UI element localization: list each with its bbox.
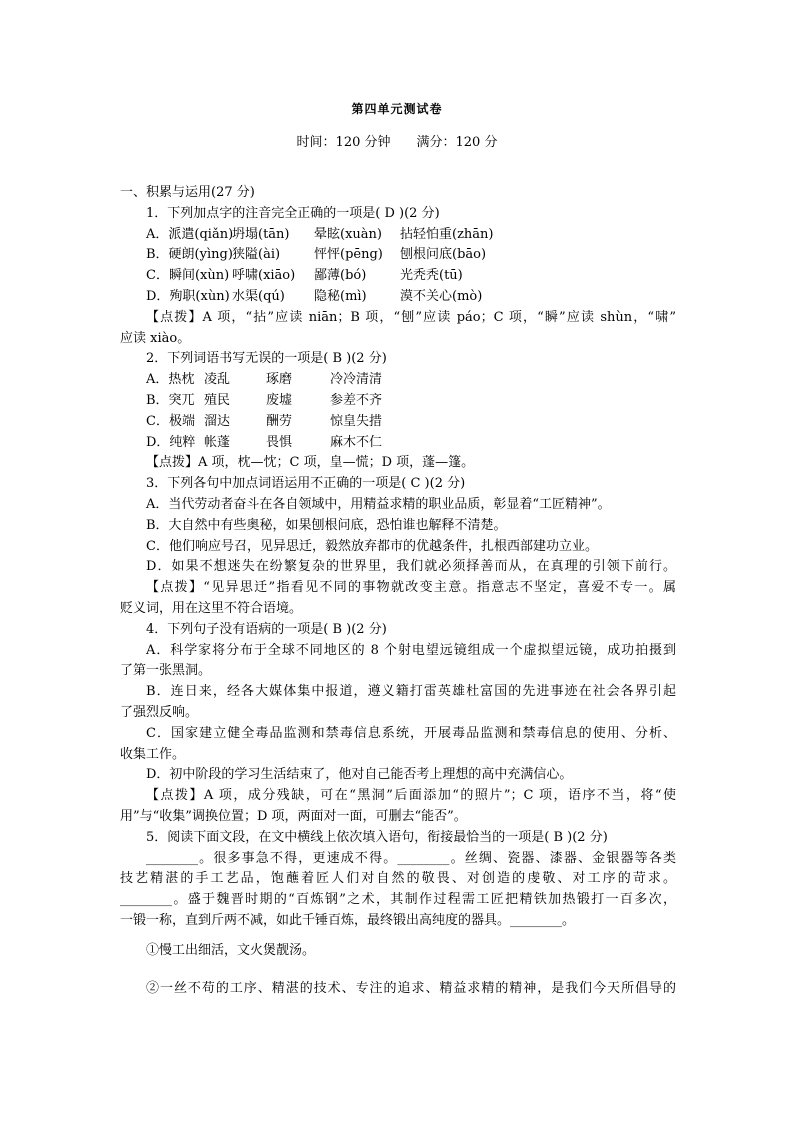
question-1-option-a bbox=[120, 225, 676, 246]
question-4-option-a-cont: 了第一张黑洞。 bbox=[120, 663, 212, 679]
option-word: 麻木不仁 bbox=[330, 434, 383, 450]
question-2-option-b bbox=[120, 391, 676, 412]
option-word: B．突兀 bbox=[146, 392, 195, 408]
question-3-option-d: D．如果不想迷失在纷繁复杂的世界里，我们就必须择善而从，在真理的引领下前行。 bbox=[146, 559, 676, 575]
option-word: D．殉职(xùn) bbox=[146, 288, 230, 304]
question-3-hint: 【点拨】“见异思迁”指看见不同的事物就改变主意。指意志不坚定，喜爱不专一。属 bbox=[146, 580, 676, 596]
question-1-hint: 【点拨】A 项，“拈”应读 niān；B 项，“刨”应读 páo；C 项，“瞬”应读 shùn，“啸” bbox=[146, 309, 676, 325]
question-4-hint-cont: 用”与“收集”调换位置；D 项，两面对一面，可删去“能否”。 bbox=[120, 808, 467, 824]
option-word: 晕眩(xuàn) bbox=[314, 226, 382, 242]
option-word: 酬劳 bbox=[266, 413, 293, 429]
question-4-option-b: B．连日来，经各大媒体集中报道，遵义籍打雷英雄杜富国的先进事迹在社会各界引起 bbox=[146, 684, 676, 700]
question-5-passage: 一锻一称，直到斤两不减，如此千锤百炼，最终锻出高纯度的器具。________。 bbox=[120, 912, 576, 928]
question-2-option-d bbox=[120, 433, 676, 454]
question-3-option-a: A．当代劳动者奋斗在各自领域中，用精益求精的职业品质，彰显着“工匠精神”。 bbox=[146, 496, 611, 512]
option-word: D．纯粹 bbox=[146, 434, 196, 450]
option-word: 凌乱 bbox=[204, 372, 231, 388]
option-word: 呼啸(xiāo) bbox=[232, 268, 296, 284]
option-word: 坍塌(tān) bbox=[232, 226, 290, 242]
option-word: 水渠(qú) bbox=[232, 288, 285, 304]
option-word: 鄙薄(bó) bbox=[314, 268, 367, 284]
option-word: B．硬朗(yìng) bbox=[146, 247, 233, 263]
question-2-option-a bbox=[120, 370, 676, 391]
question-5-passage: 技艺精湛的手工艺品，饱蘸着匠人们对自然的敬畏、对创造的虔敬、对工序的苛求。 bbox=[120, 871, 676, 887]
question-1-stem: 1．下列加点字的注音完全正确的一项是( D )(2 分) bbox=[146, 205, 440, 221]
option-word: 拈轻怕重(zhān) bbox=[400, 226, 494, 242]
option-word: 狭隘(ài) bbox=[232, 247, 281, 263]
option-word: 帐蓬 bbox=[204, 434, 231, 450]
question-3-option-c: C．他们响应号召，见异思迁，毅然放弃都市的优越条件，扎根西部建功立业。 bbox=[146, 538, 598, 554]
option-word: C．瞬间(xùn) bbox=[146, 268, 230, 284]
question-5-choice-1: ①慢工出细活，文火煲靓汤。 bbox=[146, 942, 316, 958]
question-4-option-b-cont: 了强烈反响。 bbox=[120, 704, 199, 720]
option-word: A．热枕 bbox=[146, 372, 195, 388]
question-4-option-c: C．国家建立健全毒品监测和禁毒信息系统，开展毒品监测和禁毒信息的使用、分析、 bbox=[146, 725, 676, 741]
option-word: 殖民 bbox=[204, 392, 231, 408]
option-word: 参差不齐 bbox=[330, 392, 383, 408]
question-4-stem: 4．下列句子没有语病的一项是( B )(2 分) bbox=[146, 621, 387, 637]
option-word: 漠不关心(mò) bbox=[400, 288, 483, 304]
option-word: 惊皇失措 bbox=[330, 413, 383, 429]
question-3-option-b: B．大自然中有些奥秘，如果刨根问底，恐怕谁也解释不清楚。 bbox=[146, 517, 507, 533]
question-2-hint: 【点拨】A 项，枕—忱；C 项，皇—慌；D 项，蓬—篷。 bbox=[146, 455, 475, 471]
question-5-stem: 5．阅读下面文段，在文中横线上依次填入语句，衔接最恰当的一项是( B )(2 分) bbox=[146, 829, 608, 845]
exam-content bbox=[120, 183, 676, 1000]
option-word: 冷冷清清 bbox=[330, 372, 383, 388]
question-1-hint-cont: 应读 xiào。 bbox=[120, 330, 191, 346]
question-4-option-c-cont: 收集工作。 bbox=[120, 746, 186, 762]
option-word: 刨根问底(bāo) bbox=[400, 247, 487, 263]
question-5-choice-2: ②一丝不苟的工序、精湛的技术、专注的追求、精益求精的精神，是我们今天所倡导的 bbox=[146, 981, 676, 997]
option-word: 光秃秃(tū) bbox=[400, 268, 463, 284]
exam-meta bbox=[0, 131, 794, 150]
question-4-option-d: D．初中阶段的学习生活结束了，他对自己能否考上理想的高中充满信心。 bbox=[146, 767, 573, 783]
question-5-passage: ________。很多事急不得，更速成不得。________。丝绸、瓷器、漆器、金银器等各类 bbox=[146, 850, 676, 866]
option-word: 怦怦(pēng) bbox=[314, 247, 383, 263]
question-1-option-b bbox=[120, 245, 676, 266]
question-3-hint-cont: 贬义词，用在这里不符合语境。 bbox=[120, 600, 303, 616]
question-5-passage: ________。盛于魏晋时期的“百炼钢”之术，其制作过程需工匠把精铁加热锻打一百多次， bbox=[120, 892, 676, 908]
time-limit: 时间：120 分钟 bbox=[296, 135, 391, 150]
option-word: 隐秘(mì) bbox=[314, 288, 367, 304]
question-1-option-d bbox=[120, 287, 676, 308]
option-word: A．派遣(qiǎn) bbox=[146, 226, 234, 242]
question-3-stem: 3．下列各句中加点词语运用不正确的一项是( C )(2 分) bbox=[146, 476, 466, 492]
question-2-option-c bbox=[120, 412, 676, 433]
question-4-hint: 【点拨】A 项，成分残缺，可在“黑洞”后面添加“的照片”；C 项，语序不当，将“使 bbox=[146, 788, 676, 804]
option-word: C．极端 bbox=[146, 413, 195, 429]
option-word: 溜达 bbox=[204, 413, 231, 429]
page-title: 第四单元测试卷 bbox=[351, 102, 443, 116]
option-word: 琢磨 bbox=[266, 372, 293, 388]
question-4-option-a: A．科学家将分布于全球不同地区的 8 个射电望远镜组成一个虚拟望远镜，成功拍摄到 bbox=[146, 642, 676, 658]
option-word: 畏惧 bbox=[266, 434, 293, 450]
full-score: 满分：120 分 bbox=[416, 135, 498, 150]
question-2-stem: 2．下列词语书写无误的一项是( B )(2 分) bbox=[146, 351, 387, 367]
option-word: 废墟 bbox=[266, 392, 293, 408]
question-1-option-c bbox=[120, 266, 676, 287]
section-heading: 一、积累与运用(27 分) bbox=[120, 185, 255, 200]
